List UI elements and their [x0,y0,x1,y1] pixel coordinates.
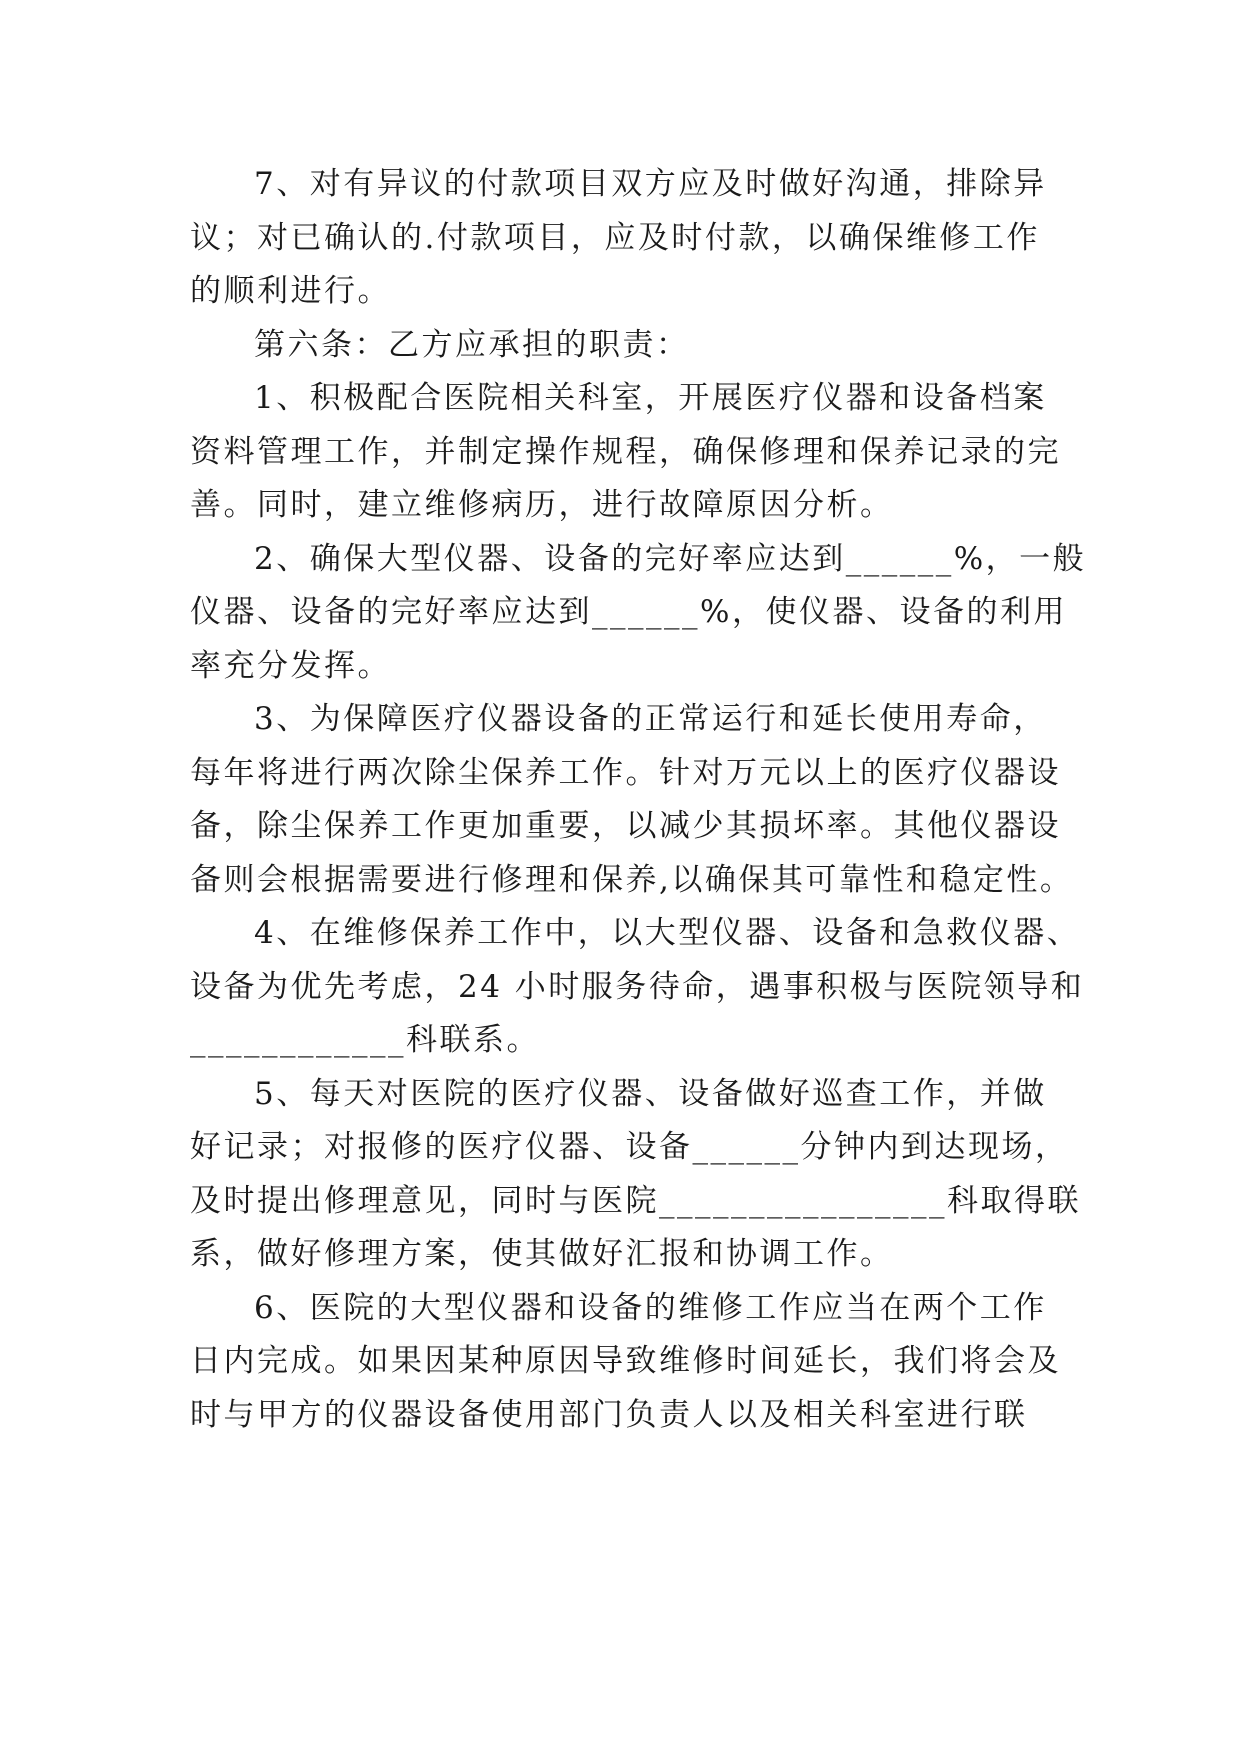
text-line: 仪器、设备的完好率应达到______%，使仪器、设备的利用 [190,594,1067,630]
text-line: 1、积极配合医院相关科室，开展医疗仪器和设备档案 [254,380,1047,416]
text-line: 6、医院的大型仪器和设备的维修工作应当在两个工作 [254,1289,1047,1326]
paragraph-duty-6 [190,1282,1061,1443]
text-line: 7、对有异议的付款项目双方应及时做好沟通，排除异 [254,166,1047,202]
text-line: 备则会根据需要进行修理和保养,以确保其可靠性和稳定性。 [190,861,1074,898]
text-line: ____________科联系。 [190,1022,540,1058]
paragraph-duty-1 [190,372,1061,533]
text-line: 备，除尘保养工作更加重要，以减少其损坏率。其他仪器设 [190,808,1061,844]
text-line: 率充分发挥。 [190,647,391,684]
article-6-heading [190,319,1050,373]
text-line: 日内完成。如果因某种原因导致维修时间延长，我们将会及 [190,1343,1061,1379]
text-line: 5、每天对医院的医疗仪器、设备做好巡查工作，并做 [254,1075,1047,1112]
text-line: 议；对已确认的.付款项目，应及时付款，以确保维修工作 [190,219,1040,256]
text-line: 善。同时，建立维修病历，进行故障原因分析。 [190,487,894,523]
text-line: 系，做好修理方案，使其做好汇报和协调工作。 [190,1236,894,1272]
paragraph-duty-4 [190,907,1085,1068]
paragraph-duty-3 [190,693,1074,907]
text-line: 4、在维修保养工作中，以大型仪器、设备和急救仪器、 [254,915,1081,951]
text-line: 2、确保大型仪器、设备的完好率应达到______%，一般 [254,540,1087,577]
text-line: 第六条：乙方应承担的职责： [254,326,690,363]
text-line: 及时提出修理意见，同时与医院________________科取得联 [190,1182,1081,1219]
text-line: 3、为保障医疗仪器设备的正常运行和延长使用寿命， [254,701,1047,737]
text-line: 每年将进行两次除尘保养工作。针对万元以上的医疗仪器设 [190,754,1061,791]
text-line: 时与甲方的仪器设备使用部门负责人以及相关科室进行联 [190,1396,1028,1433]
paragraph-duty-2 [190,533,1087,694]
document-body [190,158,1087,1442]
text-line: 好记录；对报修的医疗仪器、设备______分钟内到达现场， [190,1129,1069,1165]
text-line: 的顺利进行。 [190,273,391,309]
text-line: 设备为优先考虑，24 小时服务待命，遇事积极与医院领导和 [190,968,1085,1005]
paragraph-duty-5 [190,1068,1081,1282]
text-line: 资料管理工作，并制定操作规程，确保修理和保养记录的完 [190,433,1061,470]
paragraph-item-7 [190,158,1050,319]
